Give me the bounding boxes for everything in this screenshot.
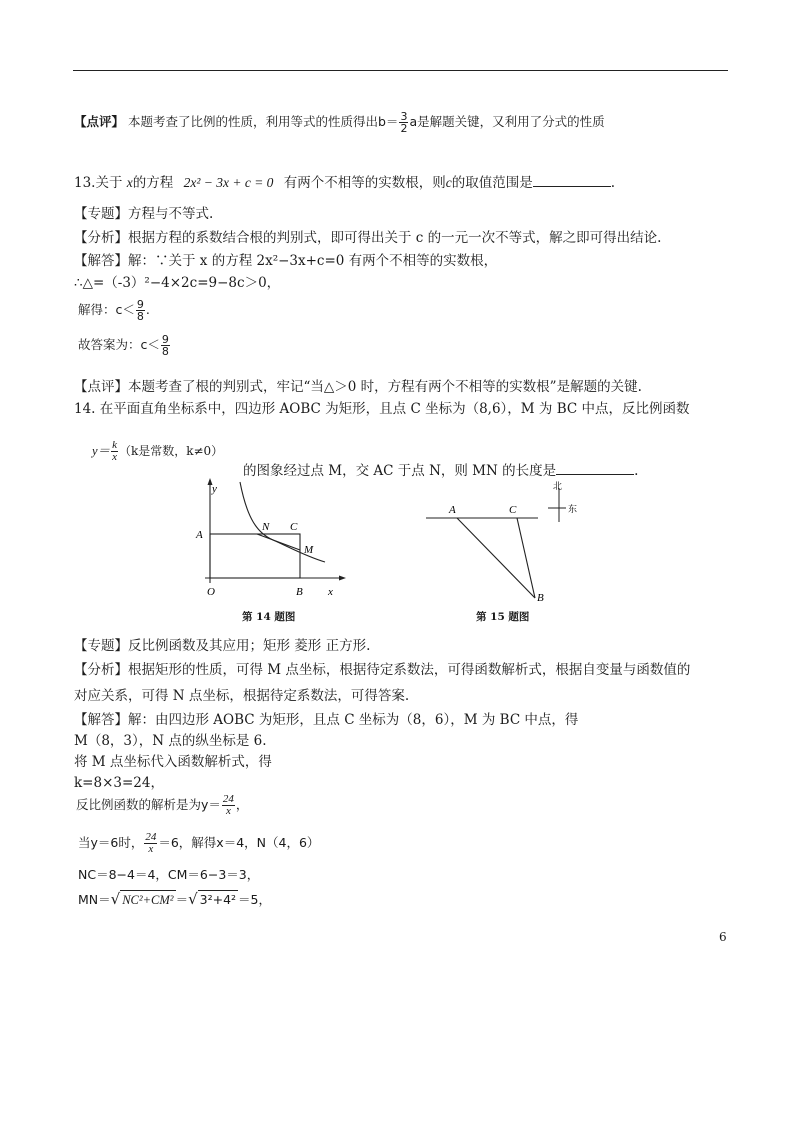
segment-ab	[457, 518, 535, 598]
sqrt-content: NC²+CM²	[120, 890, 175, 909]
label-n: N	[262, 521, 270, 533]
label-c: C	[290, 521, 298, 533]
q13-review: 【点评】本题考查了根的判别式，牢记“当△＞0 时，方程有两个不相等的实数根”是解题的关键.	[74, 379, 642, 395]
q14-mn: MN＝√ NC²+CM² ＝√ 3²+4² ＝5，	[78, 890, 271, 908]
fraction: $\frac{24}{x}$	[222, 793, 234, 817]
fraction: $\frac{9}{8}$	[161, 333, 169, 358]
q13-analysis: 【分析】根据方程的系数结合根的判别式，即可得出关于 c 的一元一次不等式，解之即可得出结论.	[74, 230, 662, 246]
fraction: $\frac{9}{8}$	[136, 298, 144, 323]
q14-topic: 【专题】反比例函数及其应用；矩形 菱形 正方形.	[74, 638, 371, 654]
review-prev: 【点评】 本题考查了比例的性质，利用等式的性质得出b＝ $\frac{3}{2}$ a是解题关键，又利用了分式的性质	[74, 110, 605, 135]
q13-final: 故答案为：c＜ $\frac{9}{8}$	[78, 333, 169, 358]
sqrt-symbol: √	[110, 890, 121, 908]
q14-answer-line1: 【解答】解：由四边形 AOBC 为矩形，且点 C 坐标为（8，6），M 为 BC 中点，得	[74, 712, 579, 728]
x-axis-arrow	[339, 576, 346, 581]
figure-15	[420, 478, 590, 608]
q14-stem-line1: 14. 在平面直角坐标系中，四边形 AOBC 为矩形，且点 C 坐标为（8,6），M 为 BC 中点，反比例函数	[74, 401, 690, 417]
q14-answer-line2: M（8，3），N 点的纵坐标是 6.	[74, 733, 267, 749]
label-a: A	[196, 529, 203, 541]
q14-answer-line4: k=8×3=24，	[74, 775, 164, 791]
label-y: y	[212, 483, 217, 495]
segment-cb	[517, 518, 535, 598]
fraction: $\frac{3}{2}$	[400, 110, 408, 135]
fig14-caption: 第 14 题图	[242, 611, 296, 623]
fraction: $\frac{24}{x}$	[145, 831, 157, 855]
label-x: x	[328, 586, 333, 598]
label-b: B	[296, 586, 303, 598]
answer-blank	[556, 460, 634, 475]
label-east: 东	[568, 504, 578, 514]
q13-stem: 13.关于 x的方程 2x² − 3x + c = 0 有两个不相等的实数根，则c的取值范围是 .	[74, 172, 615, 192]
q14-when: 当y＝6时， $\frac{24}{x}$ ＝6，解得x＝4，N（4，6）	[78, 831, 320, 855]
label-c: C	[509, 504, 517, 516]
label-a: A	[449, 504, 456, 516]
q13-answer-line2: ∴△=（-3）²−4×2c=9−8c＞0，	[74, 275, 281, 291]
q13-answer-line1: 【解答】解：∵关于 x 的方程 2x²−3x+c=0 有两个不相等的实数根，	[74, 253, 498, 269]
q14-stem-line2: 的图象经过点 M，交 AC 于点 N，则 MN 的长度是 .	[243, 460, 638, 480]
rectangle-aobc	[210, 534, 300, 578]
q13-equation: 2x² − 3x + c = 0	[183, 175, 274, 190]
figure-14	[195, 478, 355, 608]
answer-blank	[533, 172, 611, 187]
q14-function: y＝ $\frac{k}{x}$ （k是常数，k≠0）	[92, 439, 224, 463]
q14-analysis-line1: 【分析】根据矩形的性质，可得 M 点坐标，根据待定系数法，可得函数解析式，根据自变量与函数值的	[74, 662, 691, 678]
q14-analysis-line2: 对应关系，可得 N 点坐标，根据待定系数法，可得答案.	[74, 688, 410, 704]
header-rule	[73, 70, 728, 71]
label-b: B	[537, 592, 544, 604]
q14-answer-line3: 将 M 点坐标代入函数解析式，得	[74, 754, 272, 770]
fraction: $\frac{k}{x}$	[112, 439, 117, 463]
fig15-caption: 第 15 题图	[476, 611, 530, 623]
q14-nc-cm: NC＝8−4＝4，CM＝6−3＝3，	[78, 867, 260, 882]
label-m: M	[304, 544, 314, 556]
segment-mn	[257, 534, 300, 550]
q14-func-result: 反比例函数的解析是为y＝ $\frac{24}{x}$ ，	[76, 793, 249, 817]
page-number: 6	[719, 930, 727, 944]
sqrt-content: 3²+4²	[199, 892, 237, 907]
label-north: 北	[553, 481, 563, 491]
sqrt-symbol: √	[188, 890, 198, 908]
q13-solve: 解得：c＜ $\frac{9}{8}$ .	[78, 298, 150, 323]
label-o: O	[207, 586, 215, 598]
q13-topic: 【专题】方程与不等式.	[74, 206, 214, 222]
